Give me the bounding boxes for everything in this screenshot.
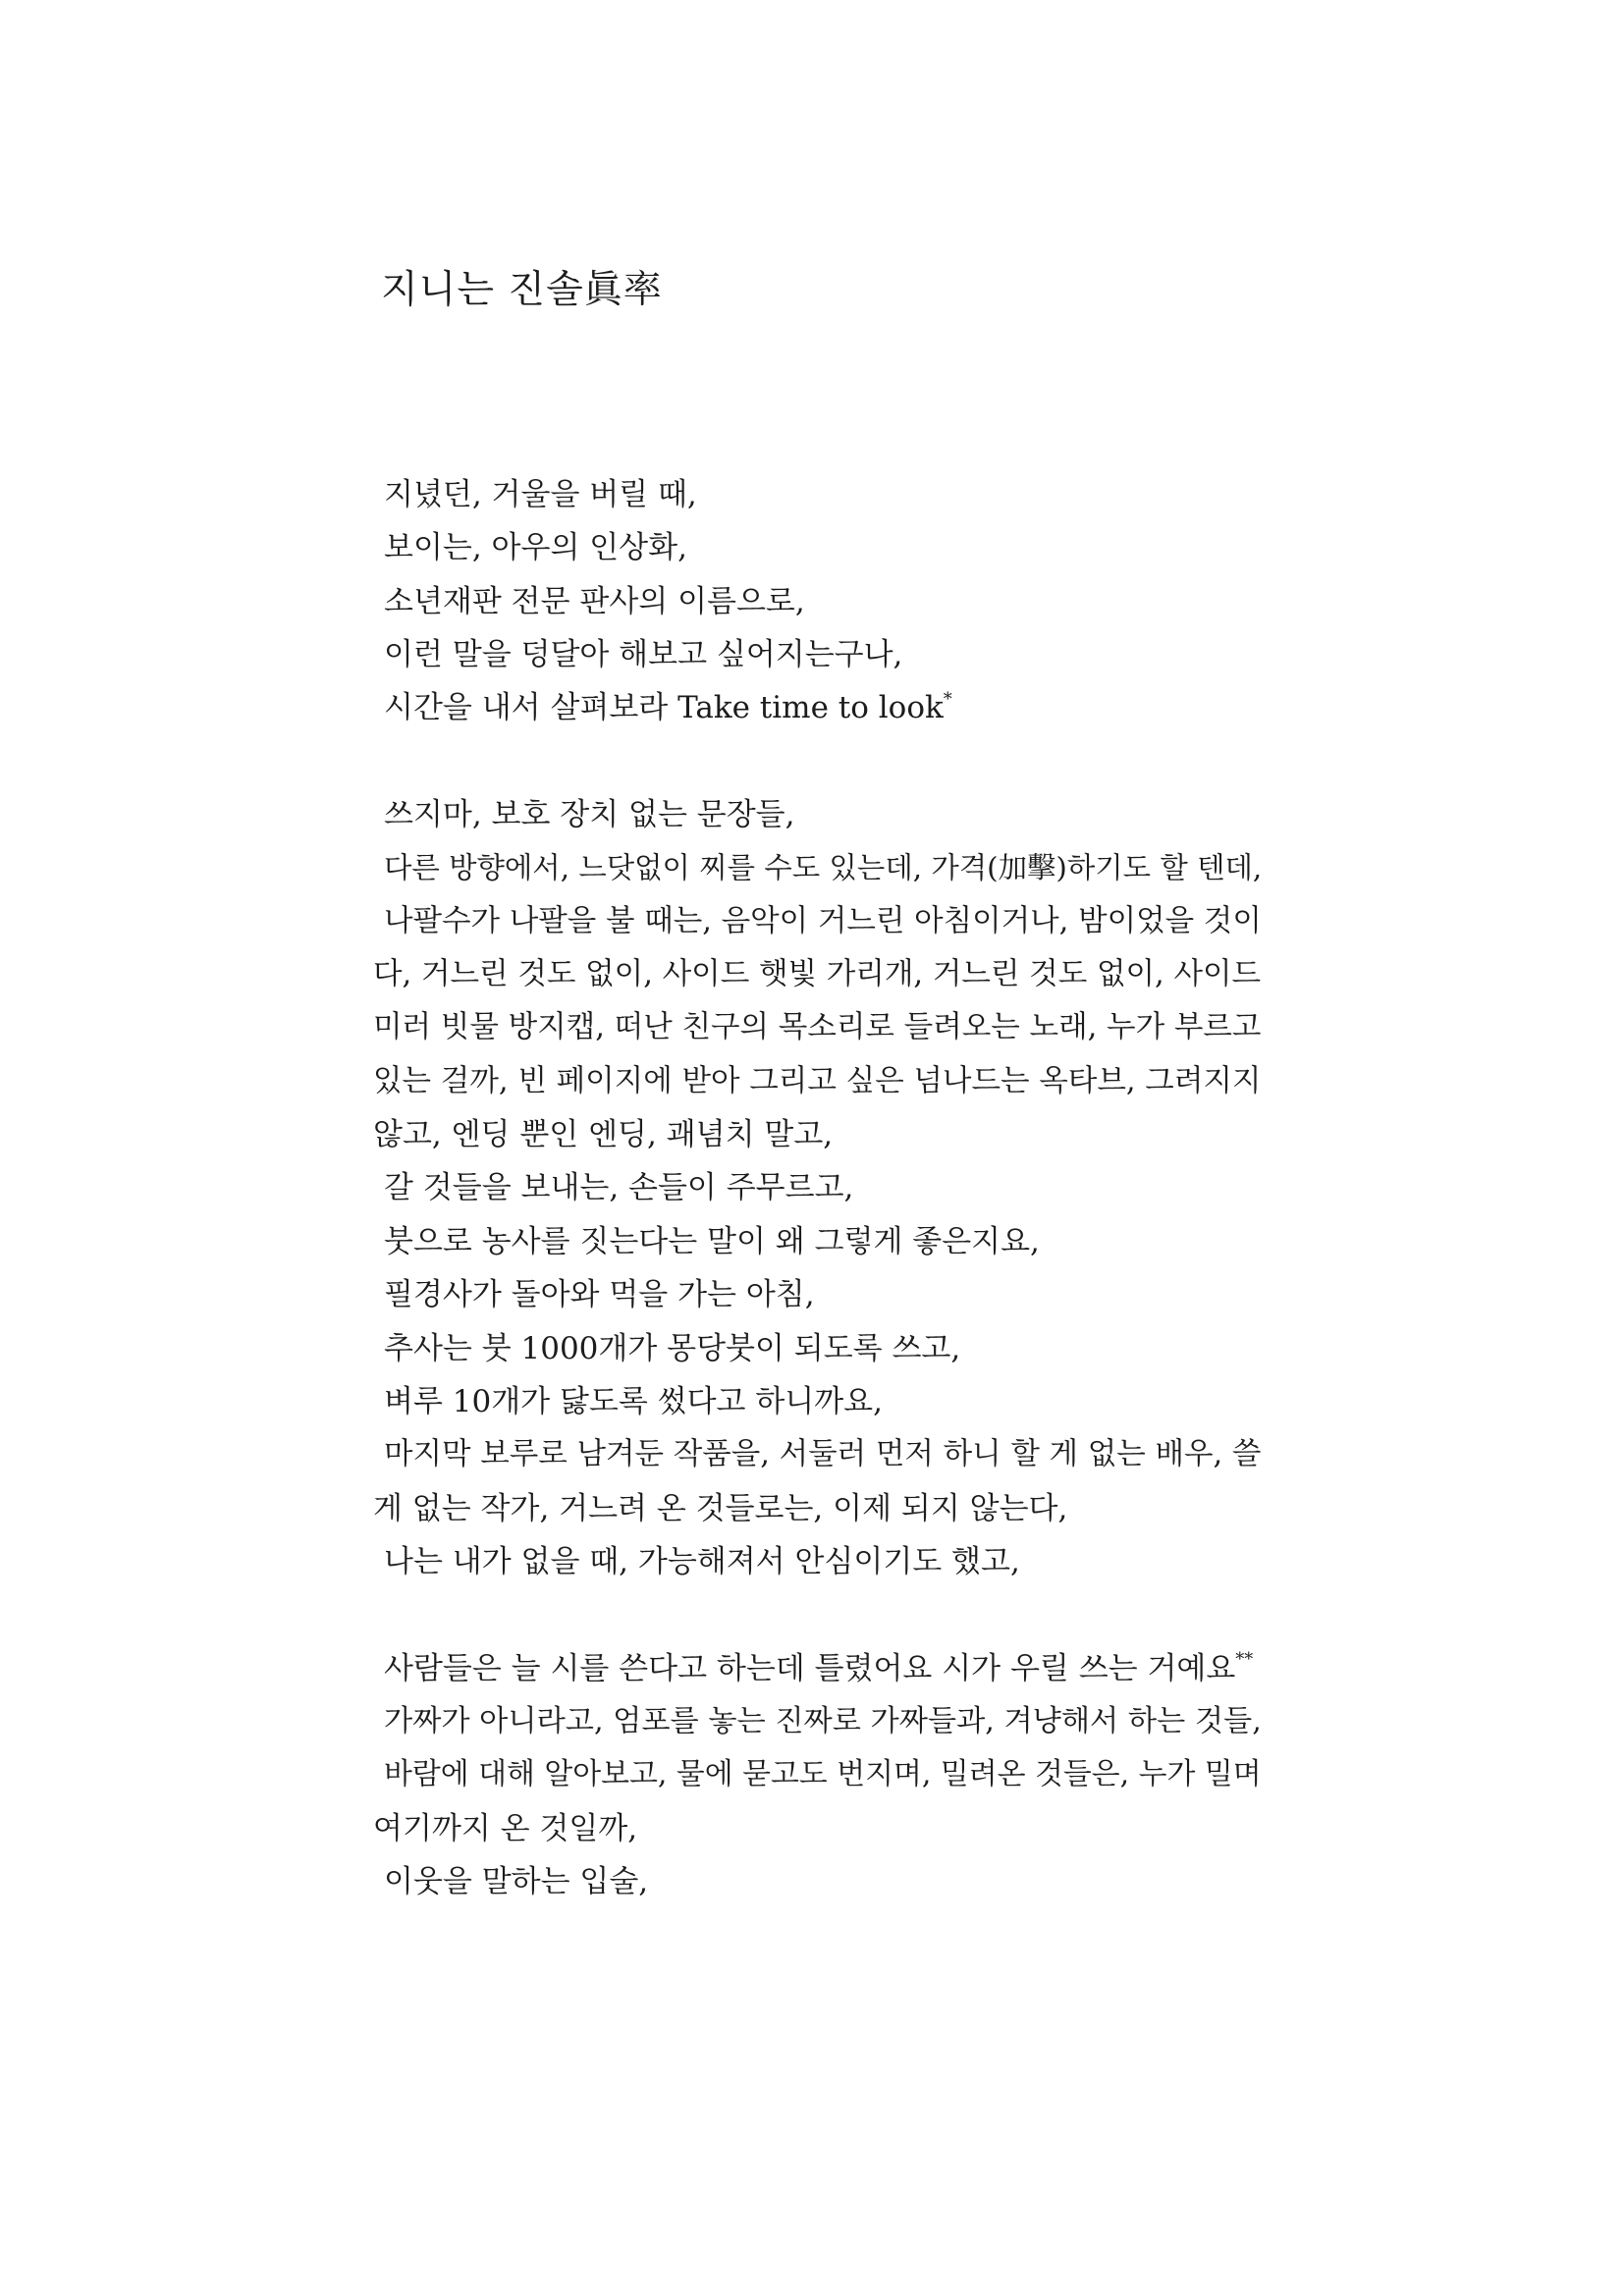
poem-line: 여기까지 온 것일까,: [373, 1810, 638, 1846]
poem-line: 붓으로 농사를 짓는다는 말이 왜 그렇게 좋은지요,: [384, 1223, 1040, 1259]
poem-line: 나팔수가 나팔을 불 때는, 음악이 거느린 아침이거나, 밤이었을 것이: [384, 903, 1262, 938]
poem-line: 않고, 엔딩 뿐인 엔딩, 괘념치 말고,: [373, 1117, 834, 1153]
poem-title: 지니는 진솔眞率: [381, 268, 663, 312]
footnote-mark: **: [1235, 1649, 1254, 1671]
poem-line: 소년재판 전문 판사의 이름으로,: [384, 583, 805, 619]
poem-line: 벼루 10개가 닳도록 썼다고 하니까요,: [384, 1383, 883, 1419]
poem-line: 다른 방향에서, 느닷없이 찌를 수도 있는데, 가격(加擊)하기도 할 텐데,: [384, 851, 1263, 885]
poem-line: [373, 1642, 1262, 1695]
poem-line: [373, 681, 1262, 734]
poem-line: 갈 것들을 보내는, 손들이 주무르고,: [384, 1170, 854, 1206]
poem-line: 다, 거느린 것도 없이, 사이드 햇빛 가리개, 거느린 것도 없이, 사이드: [373, 957, 1262, 992]
poem-line: 지녔던, 거울을 버릴 때,: [384, 477, 697, 512]
poem-line: 마지막 보루로 남겨둔 작품을, 서둘러 먼저 하니 할 게 없는 배우, 쓸: [384, 1437, 1262, 1472]
stanza-break: [373, 735, 1262, 788]
poem-body: [373, 468, 1262, 1908]
poem-line-text: 시간을 내서 살펴보라 Take time to look: [384, 690, 944, 726]
poem-line: 게 없는 작가, 거느려 온 것들로는, 이제 되지 않는다,: [373, 1490, 1068, 1526]
poem-line: 가짜가 아니라고, 엄포를 놓는 진짜로 가짜들과, 겨냥해서 하는 것들,: [384, 1703, 1262, 1738]
poem-line: 추사는 붓 1000개가 몽당붓이 되도록 쓰고,: [384, 1330, 961, 1366]
poem-line: 있는 걸까, 빈 페이지에 받아 그리고 싶은 넘나드는 옥타브, 그려지지: [373, 1063, 1262, 1098]
footnote-mark: *: [943, 689, 952, 711]
poem-line: 쓰지마, 보호 장치 없는 문장들,: [384, 797, 795, 833]
poem-line: 이웃을 말하는 입술,: [384, 1863, 649, 1899]
poem-line: 이런 말을 덩달아 해보고 싶어지는구나,: [384, 637, 903, 673]
stanza-break: [373, 1588, 1262, 1641]
poem-line: 보이는, 아우의 인상화,: [384, 530, 687, 566]
poem-line: 나는 내가 없을 때, 가능해져서 안심이기도 했고,: [384, 1543, 1020, 1579]
poem-line: 필경사가 돌아와 먹을 가는 아침,: [384, 1277, 815, 1313]
poem-line-text: 사람들은 늘 시를 쓴다고 하는데 틀렸어요 시가 우릴 쓰는 거예요: [384, 1650, 1236, 1686]
poem-line: 바람에 대해 알아보고, 물에 묻고도 번지며, 밀려온 것들은, 누가 밀며: [384, 1757, 1262, 1792]
poem-line: 미러 빗물 방지캡, 떠난 친구의 목소리로 들려오는 노래, 누가 부르고: [373, 1010, 1262, 1045]
